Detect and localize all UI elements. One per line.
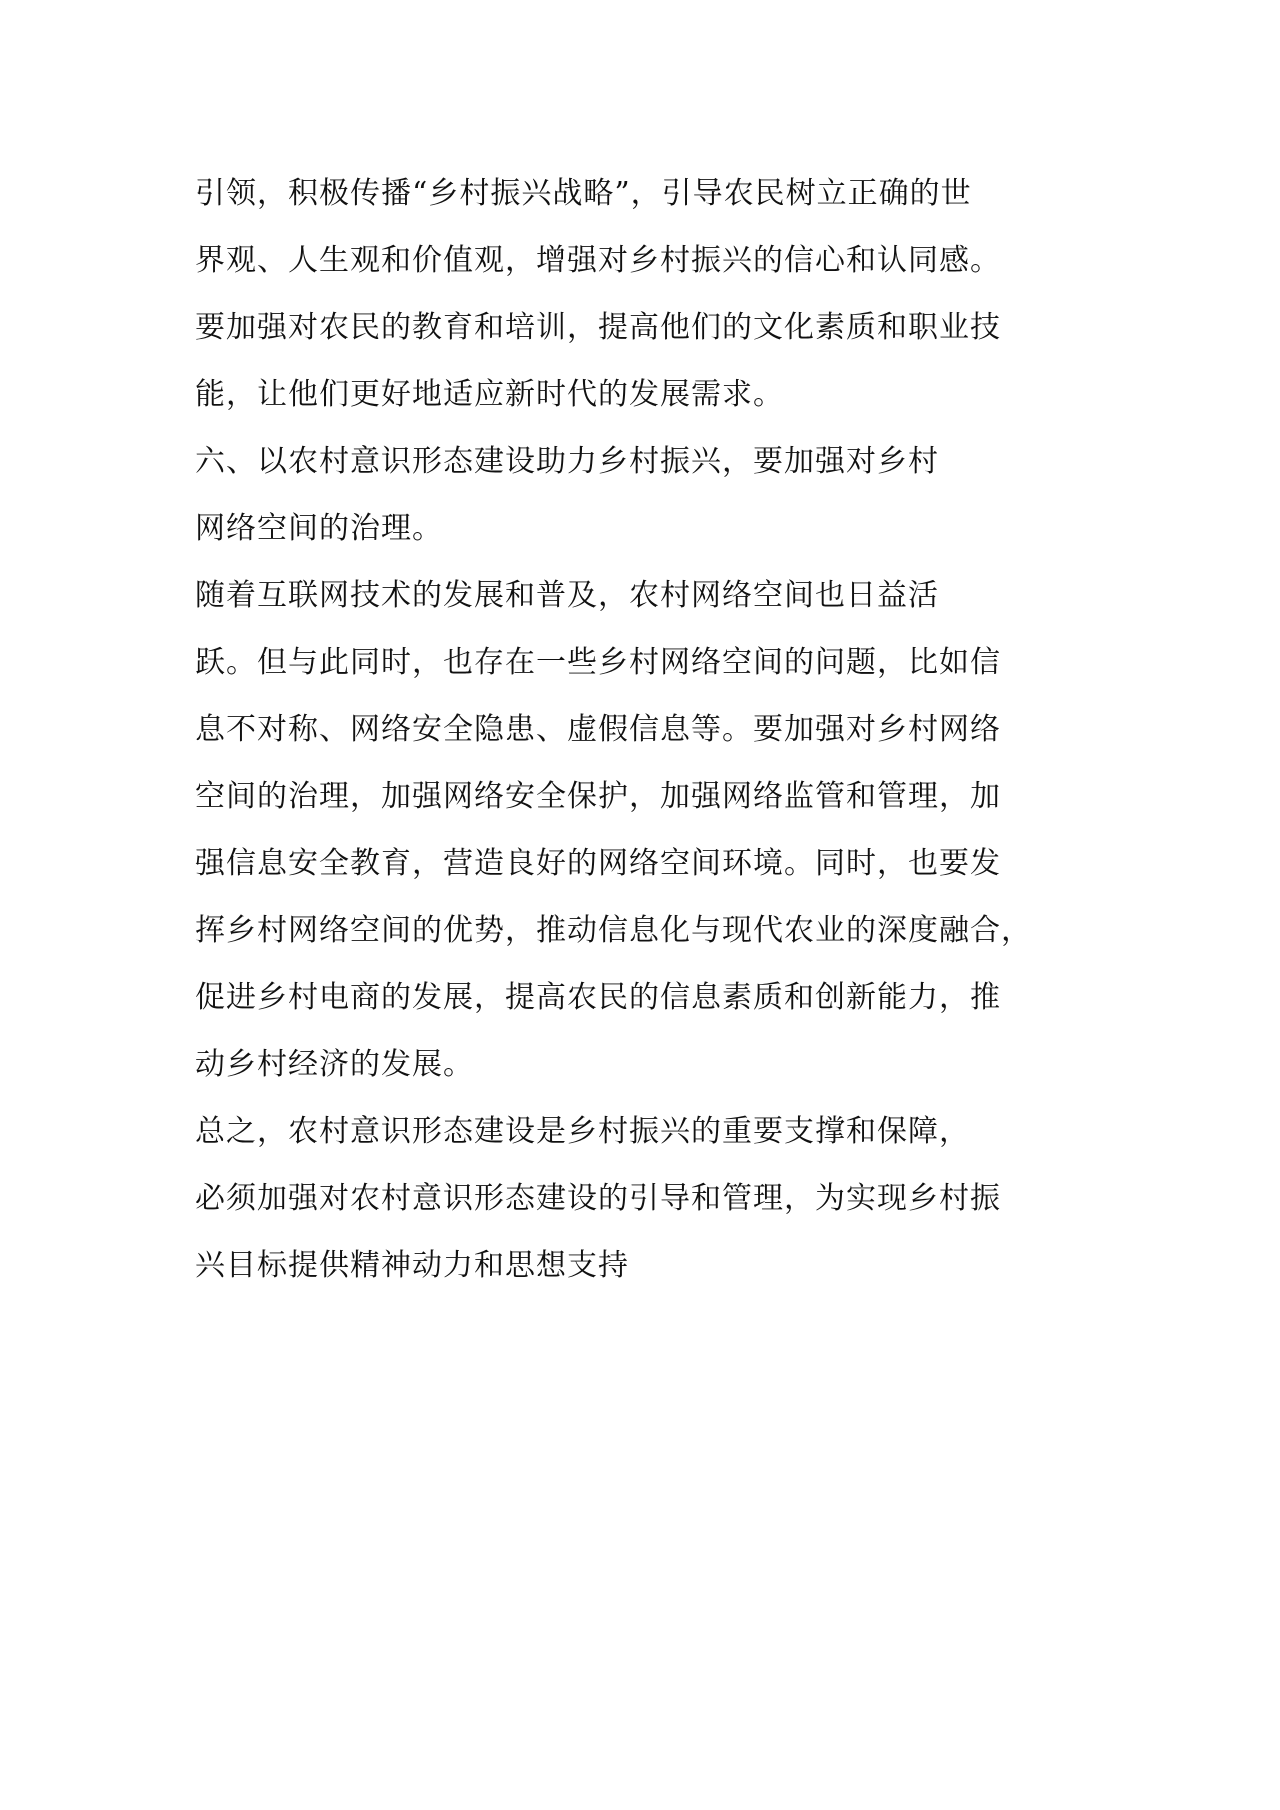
text-line: 促进乡村电商的发展，提高农民的信息素质和创新能力，推 <box>195 980 1001 1015</box>
conclusion-line: 兴目标提供精神动力和思想支持 <box>195 1248 629 1283</box>
text-line: 跃。但与此同时，也存在一些乡村网络空间的问题，比如信 <box>195 645 1001 680</box>
body-text <box>195 160 1032 1299</box>
section-heading-line: 网络空间的治理。 <box>195 511 443 546</box>
section-heading-line: 六、以农村意识形态建设助力乡村振兴，要加强对乡村 <box>195 444 939 479</box>
text-line: 息不对称、网络安全隐患、虚假信息等。要加强对乡村网络 <box>195 712 1001 747</box>
text-line: 随着互联网技术的发展和普及，农村网络空间也日益活 <box>195 578 939 613</box>
text-line: 要加强对农民的教育和培训，提高他们的文化素质和职业技 <box>195 310 1001 345</box>
text-line: 空间的治理，加强网络安全保护，加强网络监管和管理，加 <box>195 779 1001 814</box>
conclusion-line: 必须加强对农村意识形态建设的引导和管理，为实现乡村振 <box>195 1181 1001 1216</box>
conclusion-line: 总之，农村意识形态建设是乡村振兴的重要支撑和保障， <box>195 1114 970 1149</box>
text-line: 能，让他们更好地适应新时代的发展需求。 <box>195 377 784 412</box>
text-line: 动乡村经济的发展。 <box>195 1047 474 1082</box>
text-line: 界观、人生观和价值观，增强对乡村振兴的信心和认同感。 <box>195 243 1001 278</box>
text-line: 挥乡村网络空间的优势，推动信息化与现代农业的深度融合， <box>195 913 1032 948</box>
text-line: 强信息安全教育，营造良好的网络空间环境。同时，也要发 <box>195 846 1001 881</box>
text-line: 引领，积极传播“乡村振兴战略”，引导农民树立正确的世 <box>195 176 972 211</box>
